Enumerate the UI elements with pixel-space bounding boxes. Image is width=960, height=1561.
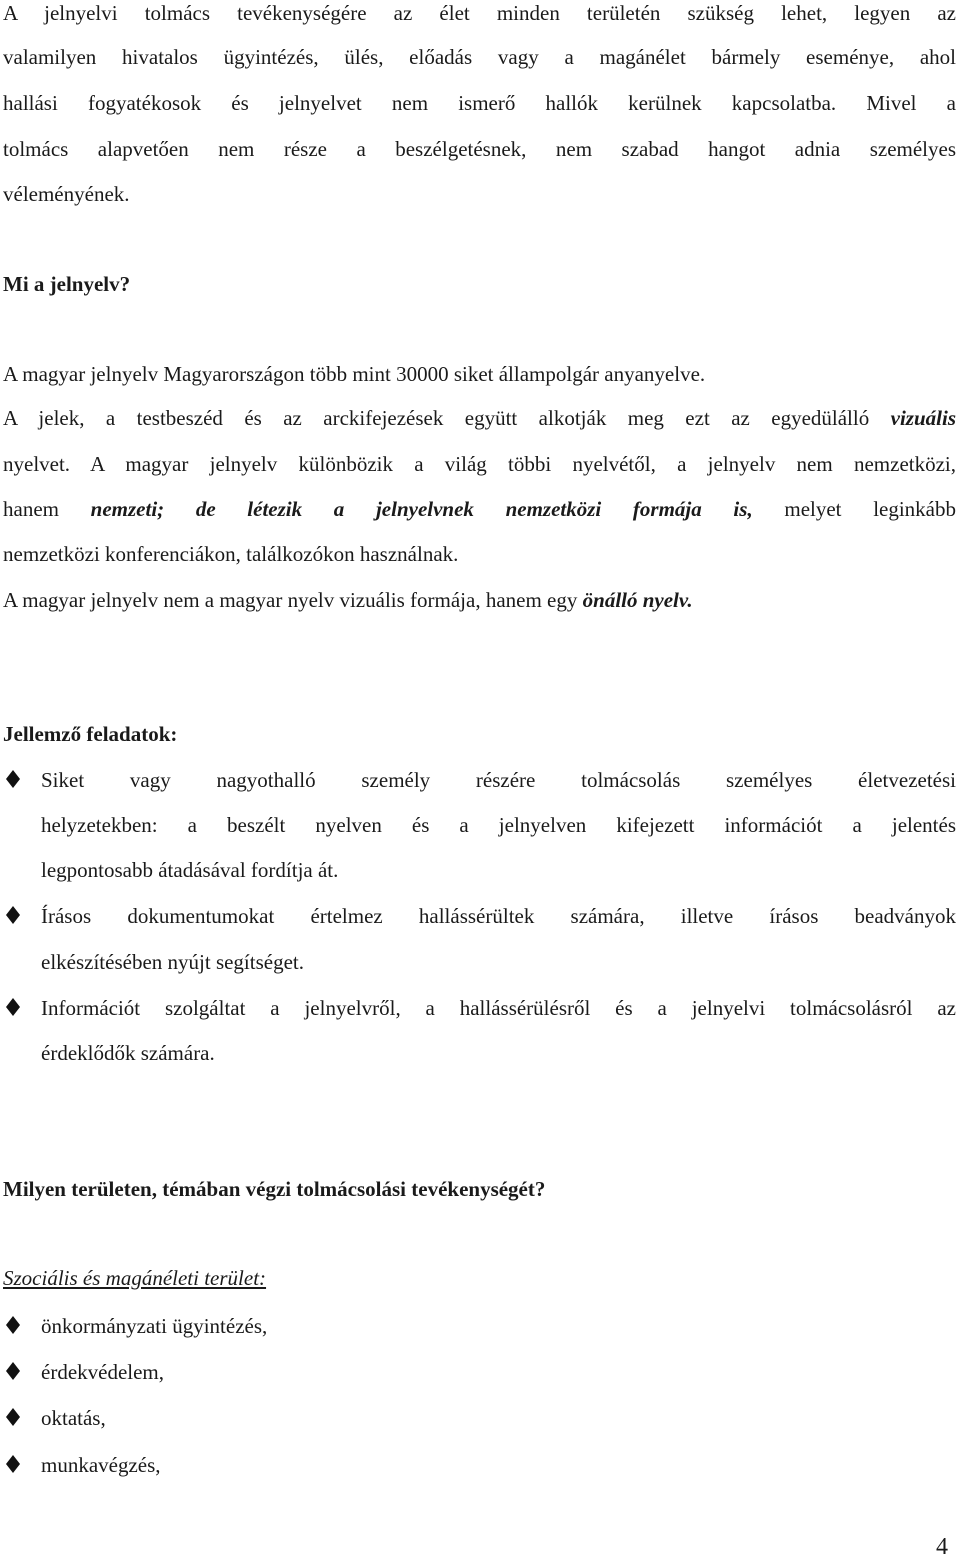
section1-paragraph-2-line-3 — [3, 497, 956, 521]
emphasis-national: nemzeti; de létezik a jelnyelvnek nemzetközi formája is, — [90, 497, 753, 521]
diamond-bullet-icon — [3, 904, 27, 928]
page-number: 4 — [936, 1534, 948, 1560]
area-item-4: munkavégzés, — [41, 1453, 161, 1477]
text-run: hanem — [3, 497, 59, 521]
section1-paragraph-3 — [3, 588, 956, 612]
task-item-3-line-1: Információt szolgáltat a jelnyelvről, a hallássérülésről és a jelnyelvi tolmácsolásról az — [41, 996, 956, 1020]
area-item-2: érdekvédelem, — [41, 1360, 165, 1384]
area-item-1: önkormányzati ügyintézés, — [41, 1314, 268, 1338]
subheading-social-private: Szociális és magánéleti terület: — [3, 1266, 267, 1290]
emphasis-visual: vizuális — [890, 406, 956, 430]
section1-paragraph-2-line-1 — [3, 406, 956, 430]
intro-line-5: véleményének. — [3, 182, 130, 206]
text-run: A magyar jelnyelv nem a magyar nyelv vizuális formája, hanem egy — [3, 588, 578, 612]
task-item-2-line-2: elkészítésében nyújt segítséget. — [41, 950, 305, 974]
diamond-bullet-icon — [3, 1406, 27, 1430]
section-heading-typical-tasks: Jellemző feladatok: — [3, 722, 178, 746]
intro-line-3: hallási fogyatékosok és jelnyelvet nem ismerő hallók kerülnek kapcsolatba. Mivel a — [3, 91, 956, 115]
task-item-1-line-2: helyzetekben: a beszélt nyelven és a jelnyelven kifejezett információt a jelentés — [41, 813, 956, 837]
emphasis-independent-language: önálló nyelv. — [582, 588, 693, 612]
text-run: A jelek, a testbeszéd és az arckifejezések együtt alkotják meg ezt az egyedülálló — [3, 406, 870, 430]
area-item-3: oktatás, — [41, 1406, 106, 1430]
intro-line-4: tolmács alapvetően nem része a beszélgetésnek, nem szabad hangot adnia személyes — [3, 137, 956, 161]
diamond-bullet-icon — [3, 996, 27, 1020]
task-item-2-line-1: Írásos dokumentumokat értelmez hallássérültek számára, illetve írásos beadványok — [41, 904, 956, 928]
diamond-bullet-icon — [3, 1360, 27, 1384]
diamond-bullet-icon — [3, 1453, 27, 1477]
diamond-bullet-icon — [3, 768, 27, 792]
section-heading-areas: Milyen területen, témában végzi tolmácsolási tevékenységét? — [3, 1177, 546, 1201]
task-item-3-line-2: érdeklődők számára. — [41, 1041, 215, 1065]
intro-line-2: valamilyen hivatalos ügyintézés, ülés, előadás vagy a magánélet bármely eseménye, ahol — [3, 45, 956, 69]
intro-line-1: A jelnyelvi tolmács tevékenységére az élet minden területén szükség lehet, legyen az — [3, 1, 956, 25]
section1-paragraph-2-line-2: nyelvet. A magyar jelnyelv különbözik a világ többi nyelvétől, a jelnyelv nem nemzetközi, — [3, 452, 956, 476]
task-item-1-line-3: legpontosabb átadásával fordítja át. — [41, 858, 339, 882]
section1-paragraph-1: A magyar jelnyelv Magyarországon több mint 30000 siket állampolgár anyanyelve. — [3, 362, 706, 386]
text-run: melyet leginkább — [784, 497, 956, 521]
diamond-bullet-icon — [3, 1314, 27, 1338]
section-heading-what-is-sign-language: Mi a jelnyelv? — [3, 272, 131, 296]
task-item-1-line-1: Siket vagy nagyothalló személy részére tolmácsolás személyes életvezetési — [41, 768, 956, 792]
section1-paragraph-2-line-4: nemzetközi konferenciákon, találkozókon használnak. — [3, 542, 459, 566]
